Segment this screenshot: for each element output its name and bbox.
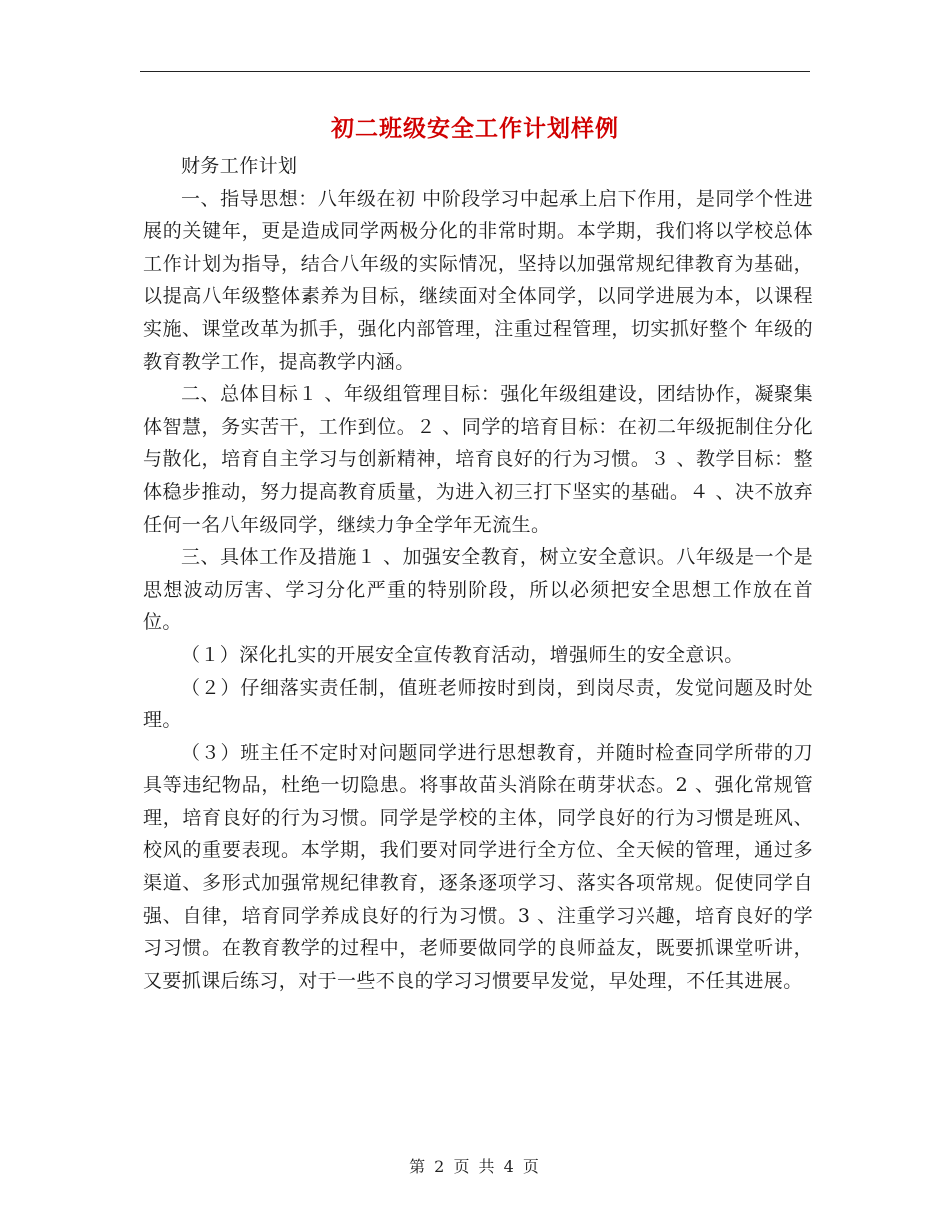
paragraph-overall-goals: 二、总体目标１ 、年级组管理目标：强化年级组建设，团结协作，凝聚集体智慧，务实苦干，工作到位。２ 、同学的培育目标：在初二年级扼制住分化与散化，培育自主学习与创新精神，培育良好的行为习惯。３ 、教学目标：整体稳步推动，努力提高教育质量，为进入初三打下坚实的基础。４ 、决不放弃任何一名八年级同学，继续力争全学年无流生。 — [143, 383, 813, 536]
paragraph-item-3: （３）班主任不定时对问题同学进行思想教育，并随时检查同学所带的刀具等违纪物品，杜绝一切隐患。将事故苗头消除在萌芽状态。2 、强化常规管理，培育良好的行为习惯。同学是学校的主体，同学良好的行为习惯是班风、校风的重要表现。本学期，我们要对同学进行全方位、全天候的管理，通过多渠道、多形式加强常规纪律教育，逐条逐项学习、落实各项常规。促使同学自强、自律，培育同学养成良好的行为习惯。3 、注重学习兴趣，培育良好的学习习惯。在教育教学的过程中，老师要做同学的良师益友，既要抓课堂听讲，又要抓课后练习，对于一些不良的学习习惯要早发觉，早处理，不任其进展。 — [143, 741, 813, 992]
paragraph-item-2: （２）仔细落实责任制，值班老师按时到岗，到岗尽责，发觉问题及时处理。 — [143, 676, 813, 732]
document-title: 初二班级安全工作计划样例 — [331, 115, 619, 142]
paragraph-guiding-idea: 一、指导思想：八年级在初 中阶段学习中起承上启下作用，是同学个性进展的关键年，更是造成同学两极分化的非常时期。本学期，我们将以学校总体工作计划为指导，结合八年级的实际情况，坚持以加强常规纪律教育为基础，以提高八年级整体素养为目标，继续面对全体同学，以同学进展为本，以课程实施、课堂改革为抓手，强化内部管理，注重过程管理，切实抓好整个 年级的教育教学工作，提高教学内涵。 — [143, 187, 813, 373]
section-heading: 财务工作计划 — [181, 155, 298, 177]
document-body — [143, 150, 813, 997]
paragraph-measures: 三、具体工作及措施１ 、加强安全教育，树立安全意识。八年级是一个是思想波动厉害、学习分化严重的特别阶段，所以必须把安全思想工作放在首位。 — [143, 546, 813, 634]
header-rule — [140, 71, 810, 72]
paragraph-item-1: （１）深化扎实的开展安全宣传教育活动，增强师生的安全意识。 — [181, 643, 744, 666]
page-number: 第 2 页 共 4 页 — [409, 1157, 541, 1176]
